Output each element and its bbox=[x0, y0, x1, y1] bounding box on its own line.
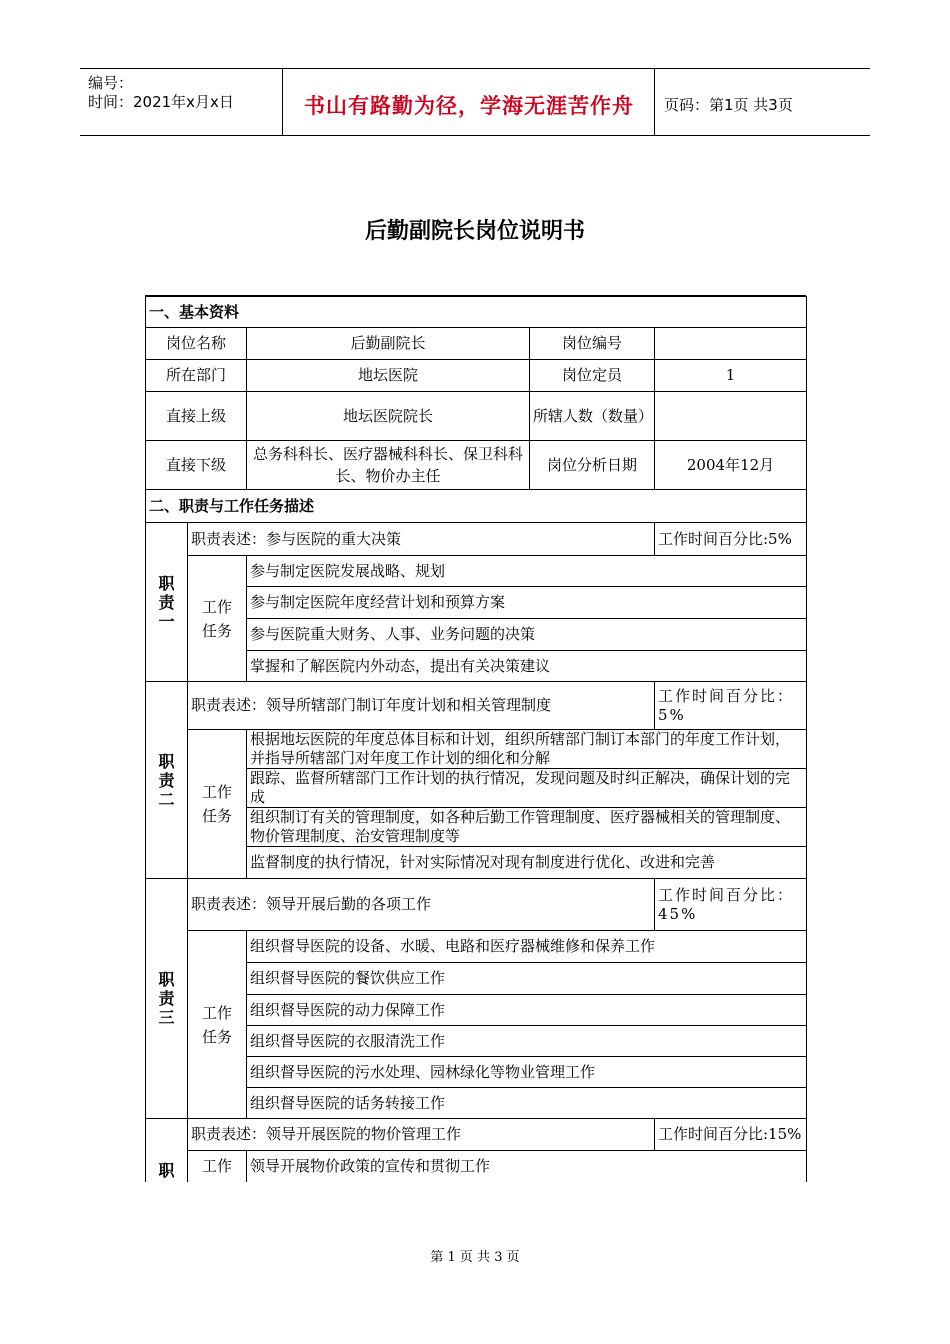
task-item: 组织督导医院的话务转接工作 bbox=[247, 1088, 807, 1119]
task-label: 工作任务 bbox=[188, 730, 247, 879]
task-item: 组织督导医院的餐饮供应工作 bbox=[247, 963, 807, 995]
duty-label: 职责三 bbox=[146, 879, 188, 1119]
duty-label: 职 bbox=[146, 1119, 188, 1182]
doc-time-label: 时间：2021年x月x日 bbox=[88, 93, 234, 111]
header-divider bbox=[282, 68, 283, 136]
duty-label: 职责二 bbox=[146, 682, 188, 879]
section-duties: 二、职责与工作任务描述 bbox=[146, 490, 807, 523]
value-position-code bbox=[655, 328, 807, 360]
task-item: 组织制订有关的管理制度，如各种后勤工作管理制度、医疗器械相关的管理制度、物价管理制度、治安管理制度等 bbox=[247, 808, 807, 847]
label-department: 所在部门 bbox=[146, 360, 247, 392]
duty-statement: 职责表述：参与医院的重大决策 bbox=[188, 523, 655, 556]
header-top-rule bbox=[80, 68, 870, 69]
job-description-table bbox=[145, 296, 807, 1182]
duty-statement: 职责表述：领导开展医院的物价管理工作 bbox=[188, 1119, 655, 1151]
page-footer: 第 1 页 共 3 页 bbox=[430, 1250, 520, 1265]
label-headcount: 岗位定员 bbox=[530, 360, 655, 392]
task-item: 组织督导医院的设备、水暖、电路和医疗器械维修和保养工作 bbox=[247, 931, 807, 963]
task-item: 根据地坛医院的年度总体目标和计划，组织所辖部门制订本部门的年度工作计划，并指导所辖部门对年度工作计划的细化和分解 bbox=[247, 730, 807, 769]
header-bottom-rule bbox=[80, 135, 870, 136]
task-item: 参与制定医院发展战略、规划 bbox=[247, 556, 807, 587]
task-item: 组织督导医院的动力保障工作 bbox=[247, 995, 807, 1026]
task-item: 掌握和了解医院内外动态，提出有关决策建议 bbox=[247, 651, 807, 682]
task-item: 监督制度的执行情况，针对实际情况对现有制度进行优化、改进和完善 bbox=[247, 847, 807, 879]
value-subordinates: 总务科科长、医疗器械科科长、保卫科科长、物价办主任 bbox=[247, 441, 530, 490]
label-subordinates: 直接下级 bbox=[146, 441, 247, 490]
duty-time-percent: 工作时间百分比:15% bbox=[655, 1119, 807, 1151]
task-item: 参与医院重大财务、人事、业务问题的决策 bbox=[247, 619, 807, 651]
label-supervisor: 直接上级 bbox=[146, 392, 247, 441]
task-item: 组织督导医院的污水处理、园林绿化等物业管理工作 bbox=[247, 1057, 807, 1088]
task-item: 参与制定医院年度经营计划和预算方案 bbox=[247, 587, 807, 619]
task-label: 工作任务 bbox=[188, 556, 247, 682]
task-label: 工作任务 bbox=[188, 931, 247, 1119]
task-label: 工作 bbox=[188, 1151, 247, 1182]
doc-number-label: 编号： bbox=[88, 74, 134, 92]
task-item: 组织督导医院的衣服清洗工作 bbox=[247, 1026, 807, 1057]
task-item: 跟踪、监督所辖部门工作计划的执行情况，发现问题及时纠正解决，确保计划的完成 bbox=[247, 769, 807, 808]
header-page-info: 页码：第1页 共3页 bbox=[664, 96, 793, 114]
duty-statement: 职责表述：领导所辖部门制订年度计划和相关管理制度 bbox=[188, 682, 655, 730]
value-analysis-date: 2004年12月 bbox=[655, 441, 807, 490]
duty-label: 职责一 bbox=[146, 523, 188, 682]
duty-time-percent: 工作时间百分比:5% bbox=[655, 523, 807, 556]
label-position-name: 岗位名称 bbox=[146, 328, 247, 360]
label-position-code: 岗位编号 bbox=[530, 328, 655, 360]
value-headcount: 1 bbox=[655, 360, 807, 392]
value-position-name: 后勤副院长 bbox=[247, 328, 530, 360]
label-subordinate-count: 所辖人数（数量） bbox=[530, 392, 655, 441]
header-motto: 书山有路勤为径，学海无涯苦作舟 bbox=[304, 94, 634, 118]
label-analysis-date: 岗位分析日期 bbox=[530, 441, 655, 490]
header-divider bbox=[654, 68, 655, 136]
duty-statement: 职责表述：领导开展后勤的各项工作 bbox=[188, 879, 655, 931]
value-supervisor: 地坛医院院长 bbox=[247, 392, 530, 441]
page-title: 后勤副院长岗位说明书 bbox=[364, 219, 585, 244]
value-department: 地坛医院 bbox=[247, 360, 530, 392]
value-subordinate-count bbox=[655, 392, 807, 441]
section-basic-info: 一、基本资料 bbox=[146, 297, 807, 328]
task-item: 领导开展物价政策的宣传和贯彻工作 bbox=[247, 1151, 807, 1182]
duty-time-percent: 工作时间百分比：5% bbox=[655, 682, 807, 730]
duty-time-percent: 工作时间百分比：45% bbox=[655, 879, 807, 931]
